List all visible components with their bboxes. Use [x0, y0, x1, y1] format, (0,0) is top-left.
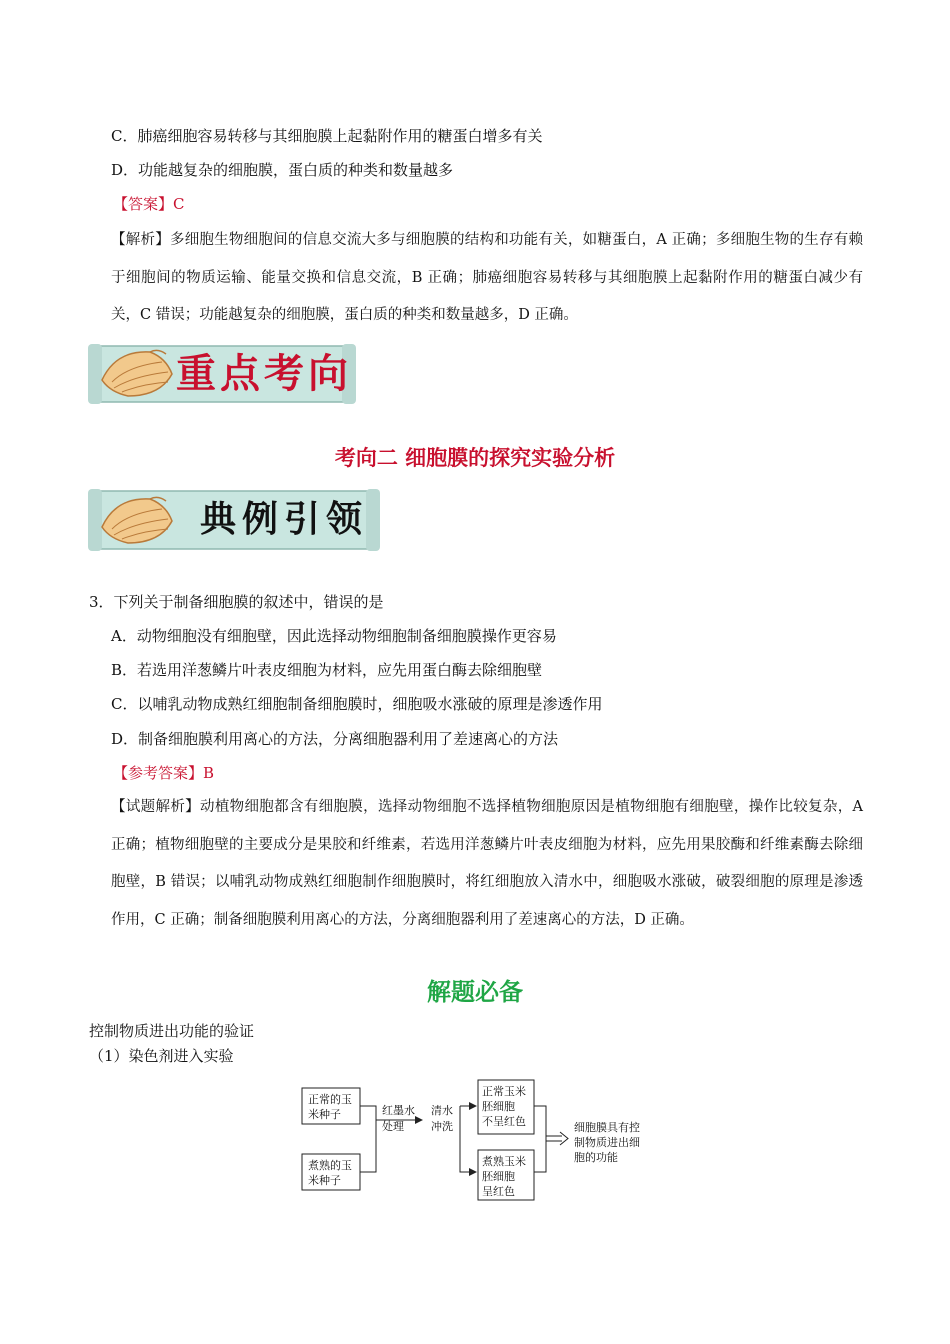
bracket-right [534, 1106, 546, 1172]
q2-option-c: C．肺癌细胞容易转移与其细胞膜上起黏附作用的糖蛋白增多有关 [111, 127, 543, 145]
box-boiled-embryo-line2: 胚细胞 [482, 1170, 515, 1183]
q3-option-c: C．以哺乳动物成熟红细胞制备细胞膜时，细胞吸水涨破的原理是渗透作用 [111, 695, 603, 713]
q3-answer: 【参考答案】B [113, 764, 215, 782]
q3-option-a: A．动物细胞没有细胞壁，因此选择动物细胞制备细胞膜操作更容易 [111, 627, 557, 645]
branch-right [460, 1106, 472, 1172]
banner-key-direction [88, 340, 356, 412]
banner-typical-example [88, 485, 380, 559]
step-wash-line2: 冲洗 [431, 1120, 453, 1133]
stain-experiment-diagram [300, 1078, 660, 1203]
conclusion-line1: 细胞膜具有控 [574, 1121, 640, 1134]
banner-typical-example-text: 典例引领 [200, 499, 369, 540]
q2-analysis: 【解析】多细胞生物细胞间的信息交流大多与细胞膜的结构和功能有关，如糖蛋白，A 正确；多细胞生物的生存有赖于细胞间的物质运输、能量交换和信息交流，B 正确；肺癌细胞容易转移与其细胞膜上起黏附作用的糖蛋白减少有关，C 错误；功能越复杂的细胞膜，蛋白质的种类和数量越多，D 正确。 [111, 232, 863, 323]
box-boiled-seed-line1: 煮熟的玉 [308, 1159, 352, 1172]
step-stain-line2: 处理 [382, 1120, 404, 1133]
box-normal-seed-line1: 正常的玉 [308, 1093, 352, 1106]
double-arrow [546, 1136, 562, 1141]
q3-option-d: D．制备细胞膜利用离心的方法，分离细胞器利用了差速离心的方法 [111, 730, 559, 748]
step-stain-line1: 红墨水 [382, 1104, 415, 1117]
q2-option-d: D．功能越复杂的细胞膜，蛋白质的种类和数量越多 [111, 161, 454, 179]
box-normal-embryo-line3: 不呈红色 [482, 1115, 526, 1128]
q3-analysis: 【试题解析】动植物细胞都含有细胞膜，选择动物细胞不选择植物细胞原因是植物细胞有细胞壁，操作比较复杂，A 正确；植物细胞壁的主要成分是果胶和纤维素，若选用洋葱鳞片叶表皮细胞为材料，应先用果胶酶和纤维素酶去除细胞壁，B 错误；以哺乳动物成熟红细胞制作细胞膜时，将红细胞放入清水中，细胞吸水涨破，破裂细胞的原理是渗透作用，C 正确；制备细胞膜利用离心的方法，分离细胞器利用了差速离心的方法，D 正确。 [111, 799, 863, 928]
section-title: 考向二 细胞膜的探究实验分析 [334, 446, 616, 470]
conclusion-line3: 胞的功能 [574, 1151, 618, 1164]
double-arrow-head [560, 1132, 568, 1145]
exp1-title: （1）染色剂进入实验 [89, 1047, 234, 1065]
q3-option-b: B．若选用洋葱鳞片叶表皮细胞为材料，应先用蛋白酶去除细胞壁 [111, 661, 543, 679]
conclusion-line2: 制物质进出细 [574, 1136, 640, 1149]
step-wash-line1: 清水 [431, 1104, 453, 1117]
box-boiled-seed-line2: 米种子 [308, 1174, 341, 1187]
box-normal-embryo-line1: 正常玉米 [482, 1085, 526, 1098]
banner-key-direction-text: 重点考向 [176, 351, 352, 397]
box-normal-seed-line2: 米种子 [308, 1108, 341, 1121]
box-boiled-embryo-line3: 呈红色 [482, 1185, 515, 1198]
box-normal-embryo-line2: 胚细胞 [482, 1100, 515, 1113]
verify-title: 控制物质进出功能的验证 [89, 1022, 255, 1040]
q3-stem: 3．下列关于制备细胞膜的叙述中，错误的是 [89, 593, 384, 611]
q2-answer: 【答案】C [113, 195, 185, 213]
box-boiled-embryo-line1: 煮熟玉米 [482, 1155, 526, 1168]
bracket-left [360, 1106, 376, 1172]
solve-title: 解题必备 [427, 978, 523, 1006]
